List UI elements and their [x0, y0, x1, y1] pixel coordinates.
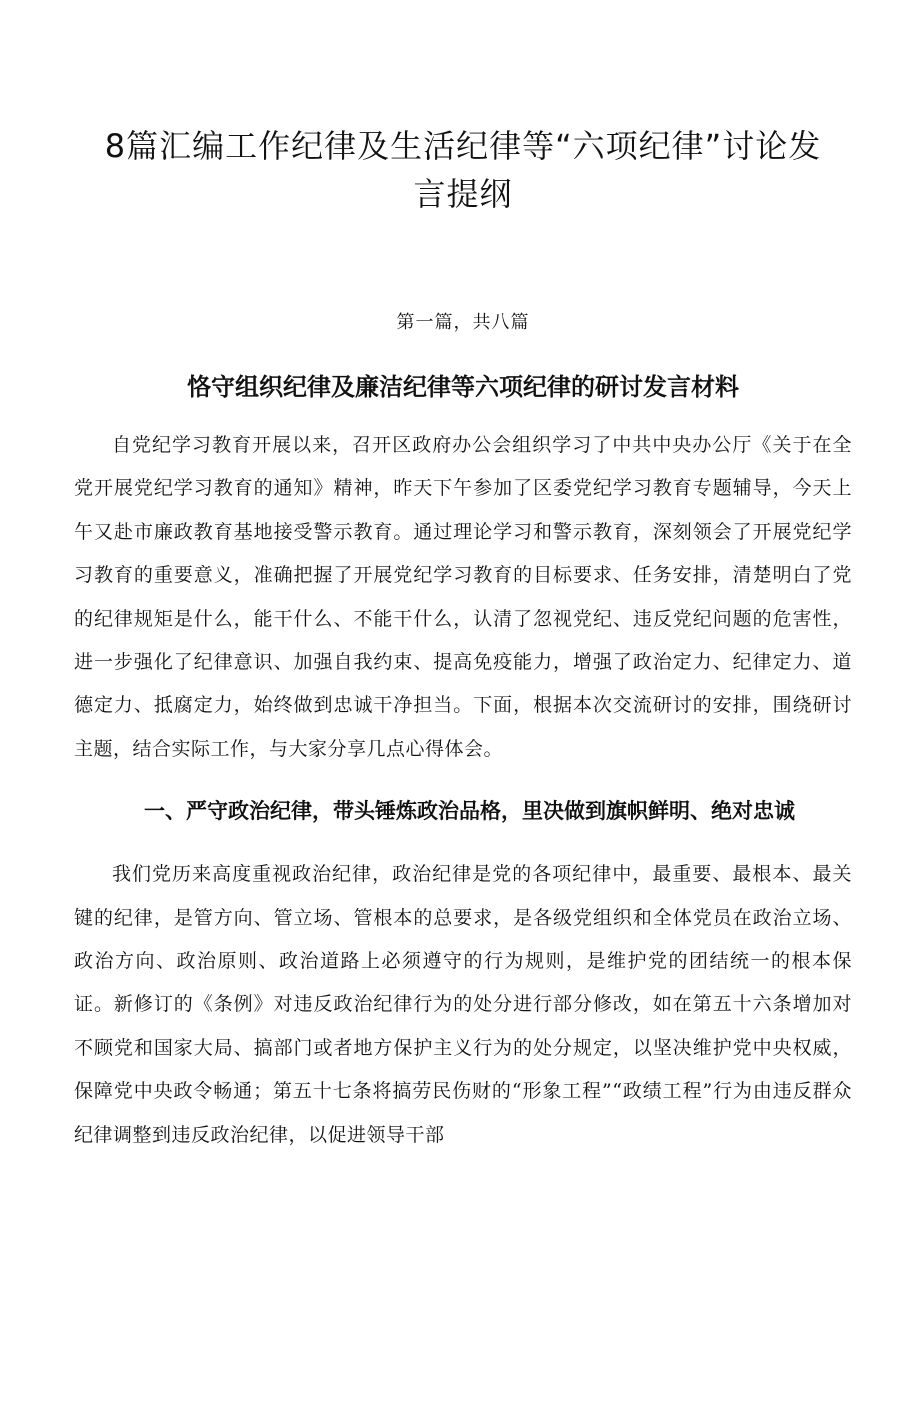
document-title-line-1: 8篇汇编工作纪律及生活纪律等“六项纪律”讨论发: [104, 127, 822, 165]
part-label: 第一篇，共八篇: [396, 312, 530, 333]
body-paragraph-2: 我们党历来高度重视政治纪律，政治纪律是党的各项纪律中，最重要、最根本、最关键的纪律，是管方向、管立场、管根本的总要求，是各级党组织和全体党员在政治立场、政治方向、政治原则、政治道路上必须遵守的行为规则，是维护党的团结统一的根本保证。新修订的《条例》对违反政治纪律行为的处分进行部分修改，如在第五十六条增加对不顾党和国家大局、搞部门或者地方保护主义行为的处分规定，以坚决维护党中央权威，保障党中央政令畅通；第五十七条将搞劳民伤财的“形象工程”“政绩工程”行为由违反群众纪律调整到违反政治纪律，以促进领导干部: [74, 863, 852, 1146]
section-heading-1: 一、严守政治纪律，带头锤炼政治品格，里决做到旗帜鲜明、绝对忠诚: [144, 799, 795, 824]
article-title: 恪守组织纪律及廉洁纪律等六项纪律的研讨发言材料: [187, 373, 739, 401]
document-title-line-2: 言提纲: [413, 175, 513, 213]
document-page: [0, 122, 920, 1423]
body-paragraph-1: 自党纪学习教育开展以来，召开区政府办公会组织学习了中共中央办公厅《关于在全党开展党纪学习教育的通知》精神，昨天下午参加了区委党纪学习教育专题辅导，今天上午又赴市廉政教育基地接受警示教育。通过理论学习和警示教育，深刻领会了开展党纪学习教育的重要意义，准确把握了开展党纪学习教育的目标要求、任务安排，清楚明白了党的纪律规矩是什么，能干什么、不能干什么，认清了忽视党纪、违反党纪问题的危害性，进一步强化了纪律意识、加强自我约束、提高免疫能力，增强了政治定力、纪律定力、道德定力、抵腐定力，始终做到忠诚干净担当。下面，根据本次交流研讨的安排，围绕研讨主题，结合实际工作，与大家分享几点心得体会。: [74, 433, 852, 760]
document-title: [74, 122, 852, 218]
